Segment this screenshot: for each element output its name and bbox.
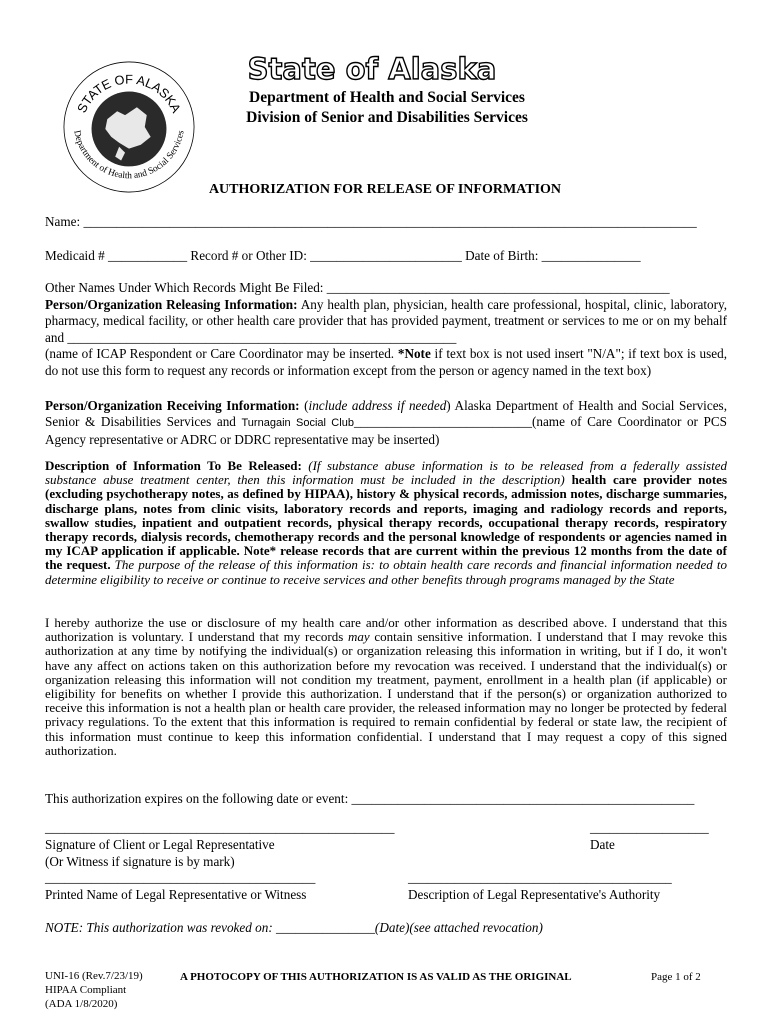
witness-label: (Or Witness if signature is by mark) bbox=[45, 854, 235, 869]
ada-date: (ADA 1/8/2020) bbox=[45, 998, 118, 1010]
releasing-note-bold: *Note bbox=[397, 346, 431, 362]
releasing-text[interactable]: Any health plan, physician, health care professional, hospital, clinic, laboratory, pharmacy, medical facility, or other health care provider that has provided payment, treatment or services to me or on my behalf and ___________________________________________________________ bbox=[45, 297, 727, 345]
receiving-text-a: Alaska Department of Health and Social Services, Senior & Disabilities Services and bbox=[45, 398, 727, 430]
authorization-text-b: contain sensitive information. I understand that I may revoke this authorization at any time by notifying the individual(s) or organization releasing this information in writing, but if I do, it won't have any affect on actions taken on this authorization before my revocation was received. I understand that the individual(s) or organization releasing this information will not condition my treatment, payment, enrollment in a health plan (if applicable) or eligibility for benefits on whether I provide this authorization. I understand that if the person(s) or organization authorized to receive this information is not a health plan or health care provider, the released information may no longer be protected by federal privacy regulations. To the extent that this information is required to remain confidential by federal or state law, the recipient of this information must continue to keep this information confidential. I understand that I may request a copy of this signed authorization. bbox=[45, 629, 728, 758]
page-number: Page 1 of 2 bbox=[651, 971, 701, 983]
printed-name-label: Printed Name of Legal Representative or Witness bbox=[45, 887, 307, 902]
description-italic-b: The purpose of the release of this information is: to obtain health care records and financial information needed to determine eligibility to receive or continue to receive services and other benefits through programs managed by the State bbox=[45, 557, 727, 587]
description-italic-a: (If substance abuse information is to be released from a federally assisted substance abuse treatment center, then this information must be included in the description) bbox=[45, 458, 727, 488]
photocopy-notice: A PHOTOCOPY OF THIS AUTHORIZATION IS AS VALID AS THE ORIGINAL bbox=[180, 971, 572, 983]
form-number: UNI-16 (Rev.7/23/19) bbox=[45, 970, 143, 982]
date-field[interactable]: __________________ bbox=[590, 820, 709, 835]
receiving-text-b: ___________________________(name of Care Coordinator or PCS Agency representative or ADRC or DDRC representative may be inserted) bbox=[45, 414, 727, 447]
svg-text:Department of Health and Socia: Department of Health and Social Services bbox=[71, 129, 187, 182]
svg-text:STATE OF ALASKA: STATE OF ALASKA bbox=[73, 71, 185, 116]
expiration-field[interactable]: This authorization expires on the following date or event: ____________________________________________________ bbox=[45, 791, 695, 806]
date-label: Date bbox=[590, 837, 615, 852]
authorization-paragraph bbox=[45, 616, 727, 758]
revocation-note: NOTE: This authorization was revoked on: _______________(Date)(see attached revocation) bbox=[45, 920, 543, 935]
state-title-logo bbox=[247, 48, 497, 88]
id-fields[interactable]: Medicaid # ____________ Record # or Other ID: _______________________ Date of Birth: _______________ bbox=[45, 248, 641, 263]
state-seal-logo bbox=[60, 58, 198, 196]
receiving-italic: include address if needed bbox=[308, 398, 447, 413]
department-name: Department of Health and Social Services bbox=[249, 89, 525, 106]
authorization-may: may bbox=[348, 629, 370, 645]
description-section bbox=[45, 459, 727, 587]
description-bold-text: health care provider notes (excluding psychotherapy notes, as defined by HIPAA), history & physical records, admission notes, discharge summaries, discharge plans, notes from clinic visits, laboratory records and reports, imaging and radiology records and reports, swallow studies, inpatient and outpatient records, physical therapy records, occupational therapy records, respiratory therapy records, dialysis records, chemotherapy records and the personal knowledge of respondents or agencies named in my ICAP application if applicable. Note* release records that are current within the previous 12 months from the date of the request. bbox=[45, 472, 727, 573]
authorization-text-a: I hereby authorize the use or disclosure of my health care and/or other information as described above. I understand that this authorization is voluntary. I understand that my records bbox=[45, 615, 727, 645]
description-label: Description of Information To Be Released: bbox=[45, 458, 302, 473]
releasing-note-b: if text box is not used insert "N/A"; if text box is used, do not use this form to request any records or information except from the person or agency named in the text box) bbox=[45, 346, 728, 378]
receiving-section: Person/Organization Receiving Information: (include address if needed) Alaska Department of Health and Social Services, Senior & Disabilities Services and Turnagain Social Club___________________________(name of Care Coordinator or PCS Agency representative or ADRC or DDRC representative may be inserted) bbox=[45, 398, 727, 447]
other-names-field[interactable]: Other Names Under Which Records Might Be Filed: ____________________________________________________ bbox=[45, 280, 670, 295]
printed-name-field[interactable]: _________________________________________ bbox=[45, 870, 316, 885]
care-coordinator-field[interactable]: Turnagain Social Club bbox=[241, 417, 354, 430]
footer-form-info bbox=[45, 969, 143, 1011]
releasing-note-a: (name of ICAP Respondent or Care Coordinator may be inserted. bbox=[45, 346, 398, 362]
form-title: AUTHORIZATION FOR RELEASE OF INFORMATION bbox=[208, 182, 562, 197]
releasing-section bbox=[45, 297, 727, 379]
svg-text:State of Alaska: State of Alaska bbox=[247, 52, 497, 86]
name-field[interactable]: Name: _____________________________________________________________________________________________ bbox=[45, 214, 697, 229]
signature-field[interactable]: _____________________________________________________ bbox=[45, 820, 395, 835]
agency-heading bbox=[222, 88, 552, 128]
authority-label: Description of Legal Representative's Authority bbox=[408, 887, 661, 902]
authority-field[interactable]: ________________________________________ bbox=[408, 870, 672, 885]
signature-label: Signature of Client or Legal Representative bbox=[45, 837, 275, 852]
receiving-label: Person/Organization Receiving Information: bbox=[45, 398, 300, 413]
releasing-label: Person/Organization Releasing Information: bbox=[45, 297, 298, 312]
hipaa-compliance: HIPAA Compliant bbox=[45, 984, 127, 996]
division-name: Division of Senior and Disabilities Services bbox=[246, 109, 528, 126]
